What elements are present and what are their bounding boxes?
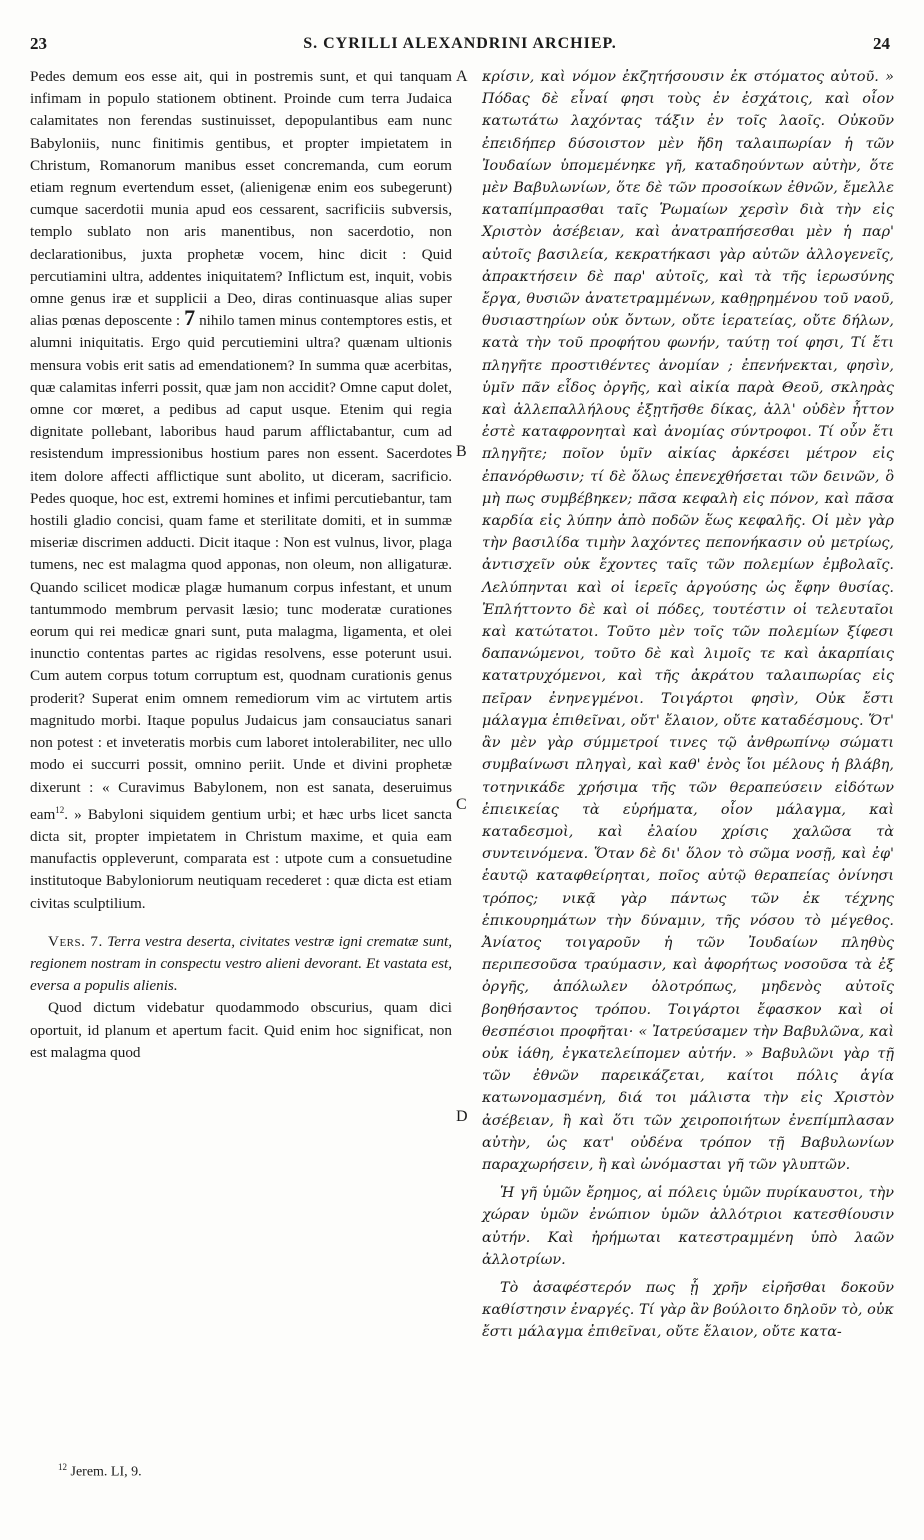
section-marker-b: B [456,443,467,460]
footnote-number: 12 [58,1462,67,1472]
column-marker-seven: 7 [184,305,196,331]
footnote-text: Jerem. LI, 9. [70,1464,142,1480]
running-title: S. CYRILLI ALEXANDRINI ARCHIEP. [303,35,617,52]
latin-verse-text: Terra vestra deserta, civitates vestræ igni crematæ sunt, regionem nostram in conspectu vestro alieni devorant. Et vastata est, eversa a populis alienis. [30,932,452,995]
verse-label: Vers. 7. [48,932,103,950]
greek-verse: Ἡ γῆ ὑμῶν ἔρημος, αἱ πόλεις ὑμῶν πυρίκαυστοι, τὴν χώραν ὑμῶν ἐνώπιον ὑμῶν ἀλλότριοι κατεσθίουσιν αὐτήν. Καὶ ἠρήμωται κατεστραμμένη ὑπὸ λαῶν ἀλλοτρίων. [482,1185,894,1268]
latin-column [30,66,452,1064]
latin-text-part-2: nihilo tamen minus contemptores estis, et alumni iniquitatis. Ergo quid percutiemini ultra? quænam ultionis mensura vobis erit satis ad emendationem? In summa quæ acerbitas, quæ calamitas inferri possit, quæ jam non accidit? Omne caput dolet, omne cor mœret, a pedibus ad caput usque. Etenim qui regia dignitate pollebant, laboribus haud parum afflictabantur, cum ad resistendum impressionibus hostium pares non essent. Sacerdotes item dolore affecti afflictique sunt abolito, ut diceram, sacrificio. Pedes quoque, hoc est, extremi homines et infimi percutiebantur, tam hostili gladio concisi, quam fame et sterilitate domiti, et in summæ miseriæ discrimen adducti. Dicit itaque : Non est vulnus, livor, plaga tumens, nec est malagma quod apponas, non oleum, non alligaturæ. Quando scilicet modicæ plagæ humanum corpus infestant, et unum tantummodo membrum pervasit læsio; tunc moderatæ curationes eorum qui rei medicæ gnari sunt, puta malagma, ligamenta, et olei inunctio contentas partes ac rigidas resolvens, esse poterunt usui. Cum autem corpus totum corruptum est, quodnam curationis genus proderit? Superat enim omnem remediorum vim ac virtutem artis magnitudo morbi. Itaque populus Judaicus jam consauciatus sanari non potest : et inveteratis morbis cum laboret intolerabiliter, nec ullo modo ei succurri possit, omnino periit. Unde et divini prophetæ dixerunt : « Curavimus Babylonem, non est sanata, deseruimus eam [30,312,453,823]
section-marker-d: D [456,1108,468,1125]
page-number-right: 24 [873,34,890,53]
page-number-left: 23 [30,34,47,53]
section-marker-c: C [456,796,467,813]
running-header [30,34,890,60]
latin-text-part-3: . » Babyloni siquidem gentium urbi; et hæc urbs licet sancta dicta sit, propter impietatem in Christum maxime, et quia eam manufactis oppleverunt, comparata est : utpote cum a consuetudine institutoque Babyloniorum neutiquam recederet : quæ dicta est etiam civitas sculptilium. [30,805,452,912]
latin-verse-heading [30,931,452,998]
greek-column [482,66,894,1344]
latin-text-part-1: Pedes demum eos esse ait, qui in postremis sunt, et qui tanquam infimam in populo stationem obtinent. Proinde cum terra Judaica calamitates non ferendas sustinuisset, depopulantibus eam nunc Babyloniis, nunc finitimis gentibus, et propter impietatem in Christum, Romanorum manibus esset concremanda, cum eorum etiam regnum evertendum esset, (alienigenæ enim eos subegerunt) cumque sacerdotii munia apud eos cessarent, sacrificiis subversis, templo sublato non aris manentibus, non sacerdotio, non declarationibus, juxta prophetæ vocem, hinc dicit : Quid percutiamini ultra, addentes iniquitatem? Inflictum est, inquit, vobis omne genus iræ et supplicii a Deo, diras continuasque alias super alias pœnas deposcente : [30,68,452,330]
latin-paragraph-1 [30,66,452,915]
footnote [58,1462,142,1481]
greek-paragraph-3: Τὸ ἀσαφέστερόν πως ᾗ χρῆν εἰρῆσθαι δοκοῦν καθίστησιν ἐναργές. Τί γὰρ ἂν βούλοιτο δηλοῦν τὸ, οὐκ ἔστι μάλαγμα ἐπιθεῖναι, οὔτε ἔλαιον, οὔτε κατα- [482,1279,894,1341]
greek-paragraph-1: κρίσιν, καὶ νόμον ἐκζητήσουσιν ἐκ στόματος αὐτοῦ. » Πόδας δὲ εἶναί φησι τοὺς ἐν ἐσχάτοις, καὶ οἷον κατωτάτω λαχόντας τάξιν ἐν τοῖς λαοῖς. Οὐκοῦν ἐπειδήπερ δύσοιστον μὲν ἤδη ταλαιπωρίαν ἡ τῶν Ἰουδαίων ὑπομεμένηκε γῆ, καταδηούντων αὐτὴν, ὅτε μὲν Βαβυλωνίων, ὅτε δὲ τῶν προσοίκων ἐθνῶν, ἔμελλε καταπίμπρασθαι ταῖς Ῥωμαίων χερσὶν διὰ τὴν εἰς Χριστὸν ἀσέβειαν, καὶ ἀνατραπήσεσθαι μὲν ἡ παρ' αὐτοῖς βασιλεία, κεκρατήκασι γὰρ αὐτῶν ἀλλογενεῖς, ἀπρακτήσειν δὲ παρ' αὐτοῖς, καὶ τὰ τῆς ἱερωσύνης ἔργα, θυσιῶν ἀνατετραμμένων, καθῃρημένου τοῦ ναοῦ, θυσιαστηρίων οὐκ ὄντων, οὔτε ἱερατείας, οὔτε δήλων, κατὰ τὴν τοῦ προφήτου φωνήν, ταύτῃ τοί φησι, Τί ἔτι πληγῆτε προστιθέντες ἀνομίαν ; ἐπενήνεκται, φησὶν, ὑμῖν πᾶν εἶδος ὀργῆς, καὶ αἰκία παρὰ Θεοῦ, σκληρὰς καὶ ἀλλεπαλλήλους ἐξῃτῆσθε δίκας, ἀλλ' οὐδὲν ἧττον ἐστὲ καταφρονηταὶ καὶ ἀνομίας σύντροφοι. Τί οὖν ἔτι πληγῆτε; ποῖον ὑμῖν αἰκίας ἀρκέσει μέτρον εἰς ἐπανόρθωσιν; τί δὲ ὅλως ἐπενεχθήσεται τῶν δεινῶν, ὃ μὴ πως συμβέβηκεν; πᾶσα κεφαλὴ εἰς πόνον, καὶ πᾶσα καρδία εἰς λύπην ἀπὸ ποδῶν ἕως κεφαλῆς. Οἱ μὲν γὰρ τὴν βασιλίδα τιμὴν λαχόντες πεπονήκασιν οὐ μετρίως, ἀντισχεῖν οὐκ ἔχοντες ταῖς τῶν πολεμίων ἐμβολαῖς. Λελύπηνται καὶ οἱ ἱερεῖς ἀργούσης ὡς ἔφην θυσίας. Ἐπλήττοντο δὲ καὶ οἱ πόδες, τουτέστιν οἱ τελευταῖοι καὶ κατώτατοι. Τοῦτο μὲν τοῖς τῶν πολεμίων ξίφεσι δαπανώμενοι, τοῦτο δὲ καὶ λιμοῖς τε καὶ ἀκαρπίαις κατατρυχόμενοι, καὶ τῆς ἀκράτου ταλαιπωρίας εἰς πεῖραν ἐνηνεγμένοι. Τοιγάρτοι φησὶν, Οὐκ ἔστι μάλαγμα ἐπιθεῖναι, οὔτ' ἔλαιον, οὔτε καταδέσμους. Ὅτ' ἂν μὲν γὰρ σύμμετροί τινες τῷ ἀνθρωπίνῳ σώματι συμβαίνωσι πληγαὶ, καὶ καθ' ἑνὸς ἴοι μέλους ἡ βλάβη, τοτηνικάδε χρήσιμα τῆς τῶν θεραπεύσειν εἰδότων ἐπιεικείας τὰ εὑρήματα, οἷον μάλαγμα, καὶ καταδεσμοὶ, καὶ ἐλαίου χρίσις χαλῶσα τὰ συντεινόμενα. Ὅταν δὲ δι' ὅλον τὸ σῶμα νοσῇ, καὶ ἐφ' ἑαυτῷ καταφθείρηται, ποῖος αὐτῷ θεραπείας ὀνίνησι τρόπος; νικᾷ γὰρ πάντως τῶν ἐκ τέχνης ἐπικουρημάτων τὴν δύναμιν, τῆς νόσου τὸ μέγεθος. Ἀνίατος τοιγαροῦν ἡ τῶν Ἰουδαίων πληθὺς περιπεσοῦσα τραύμασιν, καὶ ἀφορήτως νοσοῦσα τὰ ἐξ ὀργῆς, ἀπόλωλεν ὁλοτρόπως, μηδενὸς αὐτοῖς βοηθήσαντος τρόπου. Τοιγάρτοι ἔφασκον καὶ οἱ θεσπέσιοι προφῆται· « Ἰατρεύσαμεν τὴν Βαβυλῶνα, καὶ οὐκ ἰάθη, ἐγκατελείπομεν αὐτήν. » Βαβυλῶνι γὰρ τῇ τῶν ἐθνῶν παρεικάζεται, καίτοι πόλις ἁγία κατωνομασμένη, διά τοι μάλιστα τὴν εἰς Χριστὸν ἀσέβειαν, ἢ καὶ ὅτι τῶν χειροποιήτων ἐνεπίμπλασαν αὐτὴν, ὡς κατ' οὐδένα τρόπον τῇ Βαβυλωνίων παραχωρήσειν, ἢ καὶ ὠνόμασται γῆ τῶν γλυπτῶν. [482,69,894,1173]
latin-paragraph-3: Quod dictum videbatur quodammodo obscurius, quam dici oportuit, id planum et apertum facit. Quid enim hoc significat, non est malagma quod [30,999,452,1061]
footnote-ref: 12 [55,804,65,815]
section-marker-a: A [456,68,468,85]
